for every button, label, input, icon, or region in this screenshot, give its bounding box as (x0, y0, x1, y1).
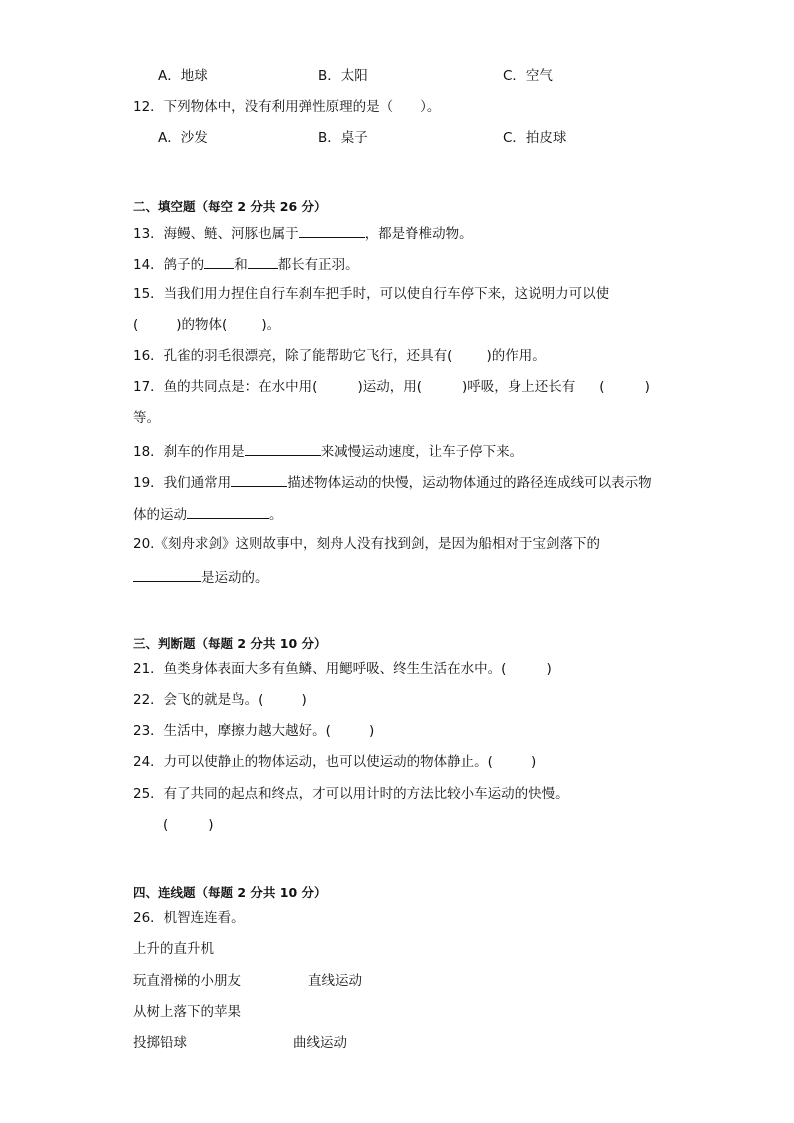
q18 (133, 441, 523, 461)
q12-stem: 12．下列物体中，没有利用弹性原理的是（ ）。 (133, 99, 441, 115)
q13-text-post: ，都是脊椎动物。 (364, 226, 473, 242)
q21 (133, 660, 552, 678)
q17-line-1 (133, 378, 650, 396)
q17-text-2: )运动，用( (357, 379, 422, 395)
q18-text-post: 来减慢运动速度，让车子停下来。 (320, 444, 524, 460)
q12-option-a: A．沙发 (158, 130, 208, 146)
q13-text-pre: 13．海鳗、鲢、河豚也属于 (133, 226, 299, 242)
q24-text: 24．力可以使静止的物体运动，也可以使运动的物体静止。( (133, 754, 493, 770)
section2-title: 二、填空题（每空 2 分共 26 分） (133, 199, 327, 214)
q20-blank[interactable] (133, 567, 201, 582)
match-right-item-1[interactable]: 直线运动 (308, 973, 362, 989)
q23-text: 23．生活中，摩擦力越大越好。( (133, 723, 331, 739)
q25-line-1: 25．有了共同的起点和终点，才可以用计时的方法比较小车运动的快慢。 (133, 786, 569, 802)
q16 (133, 347, 546, 365)
q17-text-3: )呼吸，身上还长有 (462, 379, 576, 395)
q24 (133, 753, 536, 771)
q13-blank[interactable] (299, 223, 365, 238)
match-right-item-2[interactable]: 曲线运动 (293, 1035, 347, 1051)
q19-line-1 (133, 472, 652, 492)
q19-blank-2[interactable] (187, 504, 269, 519)
match-left-item-4[interactable]: 投掷铅球 (133, 1035, 187, 1051)
q19-line-2 (133, 504, 283, 524)
q20-line-2 (133, 567, 269, 587)
q25-line-2 (163, 816, 214, 834)
q26-stem: 26．机智连连看。 (133, 910, 245, 926)
q19-text-pre: 19．我们通常用 (133, 475, 232, 491)
q15-text-end: )。 (261, 317, 281, 333)
q21-text: 21．鱼类身体表面大多有鱼鳞、用鳃呼吸、终生生活在水中。( (133, 661, 507, 677)
q15-line-1: 15．当我们用力捏住自行车刹车把手时，可以使自行车停下来，这说明力可以使 (133, 286, 610, 302)
q11-option-c: C．空气 (503, 68, 553, 84)
q19-blank-1[interactable] (231, 472, 287, 487)
q16-text-post: )的作用。 (486, 348, 546, 364)
q12-option-b: B．桌子 (318, 130, 368, 146)
q14-text-pre: 14．鸽子的 (133, 257, 205, 273)
match-left-item-3[interactable]: 从树上落下的苹果 (133, 1004, 241, 1020)
q12-option-c: C．拍皮球 (503, 130, 567, 146)
q11-option-b: B．太阳 (318, 68, 368, 84)
q21-paren-close: ) (546, 661, 552, 677)
q19-line2-post: 。 (269, 507, 283, 523)
q11-option-a: A．地球 (158, 68, 208, 84)
q18-text-pre: 18．刹车的作用是 (133, 444, 245, 460)
q15-paren-open: ( (133, 317, 139, 333)
q14-blank-1[interactable] (204, 254, 234, 269)
q14 (133, 254, 359, 274)
q14-text-post: 都长有正羽。 (277, 257, 359, 273)
q17-paren-open: ( (599, 379, 605, 395)
q25-paren-close: ) (208, 817, 214, 833)
q22-paren-close: ) (301, 692, 307, 708)
q13 (133, 223, 473, 243)
section4-title: 四、连线题（每题 2 分共 10 分） (133, 885, 327, 900)
q17-paren-close: ) (644, 379, 650, 395)
q20-line2-post: 是运动的。 (201, 570, 269, 586)
q14-blank-2[interactable] (248, 254, 278, 269)
q19-line2-pre: 体的运动 (133, 507, 187, 523)
q16-text-pre: 16．孔雀的羽毛很漂亮，除了能帮助它飞行，还具有( (133, 348, 453, 364)
match-left-item-2[interactable]: 玩直滑梯的小朋友 (133, 973, 241, 989)
q24-paren-close: ) (530, 754, 537, 770)
q22-text: 22．会飞的就是鸟。( (133, 692, 264, 708)
match-left-item-1[interactable]: 上升的直升机 (133, 941, 214, 957)
q22 (133, 691, 307, 709)
section3-title: 三、判断题（每题 2 分共 10 分） (133, 636, 327, 651)
q15-text-mid: )的物体( (176, 317, 228, 333)
q23-paren-close: ) (368, 723, 375, 739)
q18-blank[interactable] (245, 441, 321, 456)
q20-line-1: 20.《刻舟求剑》这则故事中，刻舟人没有找到剑，是因为船相对于宝剑落下的 (133, 536, 600, 552)
q19-text-post: 描述物体运动的快慢，运动物体通过的路径连成线可以表示物 (287, 475, 652, 491)
q25-paren-open: ( (163, 817, 169, 833)
q17-line-2: 等。 (133, 410, 160, 426)
q23 (133, 722, 374, 740)
q14-text-mid: 和 (234, 257, 248, 273)
q17-text-1: 17．鱼的共同点是：在水中用( (133, 379, 318, 395)
q15-line-2 (133, 316, 280, 334)
